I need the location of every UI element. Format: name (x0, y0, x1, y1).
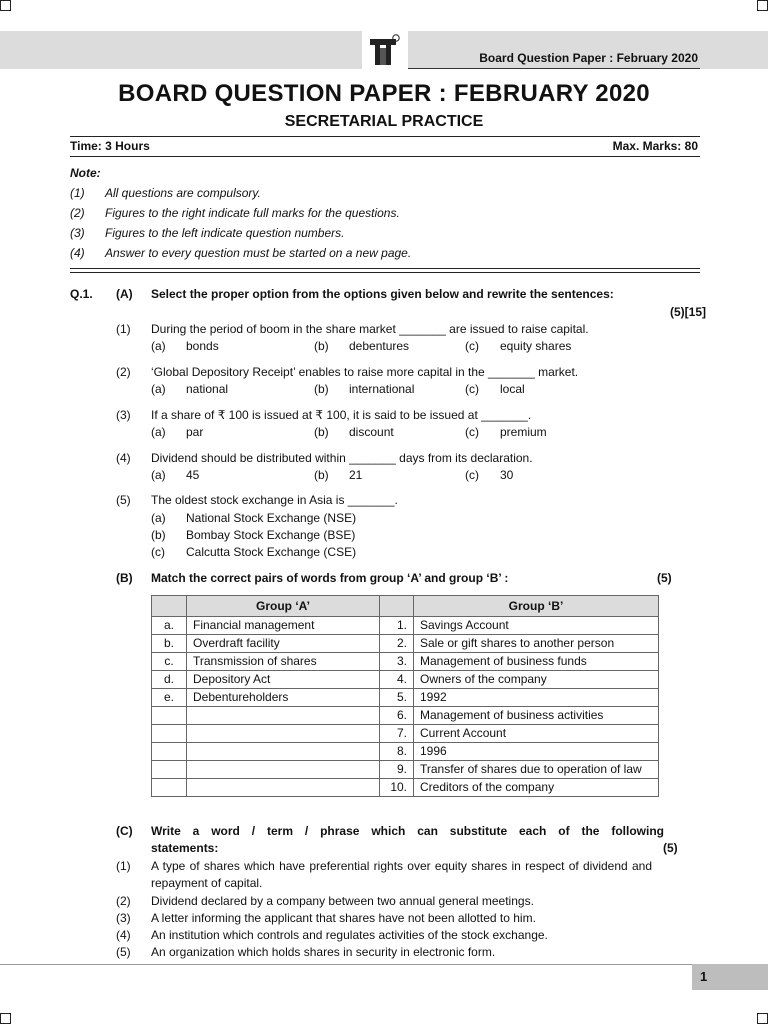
group-b-key: 5. (380, 689, 414, 707)
mcq-option-label: (b) (314, 425, 329, 439)
divider (70, 272, 700, 273)
mcq-option-text: par (186, 425, 204, 439)
group-b-value: Transfer of shares due to operation of law (414, 761, 659, 779)
section-c-item-number: (4) (116, 928, 131, 942)
corner-mark (757, 1013, 768, 1024)
mcq-item-text: The oldest stock exchange in Asia is _______. (151, 493, 398, 507)
mcq-option-label: (b) (314, 468, 329, 482)
mcq-option-label: (a) (151, 425, 166, 439)
group-a-key (152, 707, 187, 725)
group-a-key (152, 743, 187, 761)
section-c-item-number: (2) (116, 894, 131, 908)
mcq-option-label: (b) (314, 382, 329, 396)
divider (70, 156, 700, 157)
match-table (151, 595, 659, 797)
corner-mark (0, 1013, 11, 1024)
group-a-value (187, 725, 380, 743)
group-b-key: 4. (380, 671, 414, 689)
note-number: (1) (70, 186, 85, 200)
mcq-item-text: If a share of ₹ 100 is issued at ₹ 100, it is said to be issued at _______. (151, 408, 532, 422)
table-row (152, 689, 659, 707)
corner-mark (0, 0, 11, 11)
note-number: (4) (70, 246, 85, 260)
table-row (152, 707, 659, 725)
mcq-item-number: (5) (116, 493, 131, 507)
section-a-instruction: Select the proper option from the options given below and rewrite the sentences: (151, 287, 614, 301)
group-b-value: Sale or gift shares to another person (414, 635, 659, 653)
table-row (152, 617, 659, 635)
section-c-item-number: (1) (116, 859, 131, 873)
table-row (152, 725, 659, 743)
mcq-option-text: equity shares (500, 339, 572, 353)
section-b-marks: (5) (657, 571, 672, 585)
mcq-option-text: local (500, 382, 525, 396)
mcq-option-label: (a) (151, 382, 166, 396)
mcq-item-text: During the period of boom in the share market _______ are issued to raise capital. (151, 322, 589, 336)
group-a-key (152, 761, 187, 779)
mcq-item-text: ‘Global Depository Receipt’ enables to raise more capital in the _______ market. (151, 365, 579, 379)
section-c-instruction: Write a word / term / phrase which can substitute each of the following (151, 824, 664, 838)
divider (70, 136, 700, 137)
mcq-item-number: (3) (116, 408, 131, 422)
mcq-option-label: (c) (151, 545, 165, 559)
mcq-option-label: (a) (151, 339, 166, 353)
group-b-key: 10. (380, 779, 414, 797)
group-a-key: b. (152, 635, 187, 653)
section-c-label: (C) (116, 824, 133, 838)
mcq-item-text: Dividend should be distributed within _______ days from its declaration. (151, 451, 533, 465)
match-table-header (152, 596, 659, 617)
mcq-option-text: discount (349, 425, 394, 439)
group-b-value: Current Account (414, 725, 659, 743)
group-b-key: 7. (380, 725, 414, 743)
group-a-value (187, 743, 380, 761)
group-b-value: Creditors of the company (414, 779, 659, 797)
table-row (152, 671, 659, 689)
mcq-option-text: debentures (349, 339, 410, 353)
group-b-value: 1992 (414, 689, 659, 707)
table-row (152, 653, 659, 671)
table-row (152, 779, 659, 797)
section-a-marks: (5)[15] (669, 305, 706, 319)
group-a-value (187, 761, 380, 779)
group-b-value: Management of business activities (414, 707, 659, 725)
group-b-key: 1. (380, 617, 414, 635)
note-text: Answer to every question must be started on a new page. (105, 246, 412, 260)
section-c-item-text: A letter informing the applicant that shares have not been allotted to him. (151, 911, 536, 925)
group-b-key: 6. (380, 707, 414, 725)
note-heading: Note: (70, 166, 101, 180)
mcq-option-label: (a) (151, 511, 166, 525)
page-number: 1 (700, 969, 708, 984)
group-a-value (187, 779, 380, 797)
time-label: Time: 3 Hours (70, 139, 150, 153)
section-c-item-text: An institution which controls and regulates activities of the stock exchange. (151, 928, 548, 942)
group-b-key: 9. (380, 761, 414, 779)
note-number: (2) (70, 206, 85, 220)
section-b-label: (B) (116, 571, 133, 585)
note-number: (3) (70, 226, 85, 240)
group-a-value: Financial management (187, 617, 380, 635)
mcq-option-text: National Stock Exchange (NSE) (186, 511, 357, 525)
mcq-option-text: premium (500, 425, 547, 439)
group-a-value: Depository Act (187, 671, 380, 689)
group-a-header: Group ‘A’ (187, 596, 380, 617)
table-row (152, 635, 659, 653)
group-a-key: a. (152, 617, 187, 635)
mcq-option-label: (c) (465, 468, 479, 482)
group-a-value: Transmission of shares (187, 653, 380, 671)
mcq-option-label: (a) (151, 468, 166, 482)
group-b-key: 8. (380, 743, 414, 761)
group-b-key: 2. (380, 635, 414, 653)
mcq-option-text: Bombay Stock Exchange (BSE) (186, 528, 356, 542)
max-marks-label: Max. Marks: 80 (612, 139, 698, 153)
question-number: Q.1. (70, 287, 93, 301)
group-b-value: Savings Account (414, 617, 659, 635)
mcq-option-text: 30 (500, 468, 514, 482)
mcq-option-text: 45 (186, 468, 200, 482)
section-a-label: (A) (116, 287, 133, 301)
mcq-option-text: international (349, 382, 415, 396)
mcq-option-label: (b) (314, 339, 329, 353)
note-text: Figures to the left indicate question numbers. (105, 226, 345, 240)
table-row (152, 761, 659, 779)
group-a-key: d. (152, 671, 187, 689)
section-c-item-number: (5) (116, 945, 131, 959)
section-c-item-text: A type of shares which have preferential rights over equity shares in respect of dividend and repayment of capital. (151, 859, 652, 890)
running-title: Board Question Paper : February 2020 (479, 51, 698, 65)
divider (70, 268, 700, 269)
mcq-option-text: bonds (186, 339, 219, 353)
section-c-item-number: (3) (116, 911, 131, 925)
section-b-instruction: Match the correct pairs of words from group ‘A’ and group ‘B’ : (151, 571, 509, 585)
group-b-value: Management of business funds (414, 653, 659, 671)
group-a-key: e. (152, 689, 187, 707)
mcq-option-label: (c) (465, 425, 479, 439)
mcq-item-number: (4) (116, 451, 131, 465)
group-a-key: c. (152, 653, 187, 671)
corner-mark (757, 0, 768, 11)
mcq-option-text: Calcutta Stock Exchange (CSE) (186, 545, 357, 559)
note-text: Figures to the right indicate full marks for the questions. (105, 206, 400, 220)
section-c-item-text: An organization which holds shares in security in electronic form. (151, 945, 496, 959)
group-b-value: Owners of the company (414, 671, 659, 689)
section-c-marks: (5) (663, 841, 678, 855)
group-a-value: Overdraft facility (187, 635, 380, 653)
mcq-item-number: (1) (116, 322, 131, 336)
mcq-option-label: (c) (465, 339, 479, 353)
group-a-value: Debentureholders (187, 689, 380, 707)
publisher-logo-icon (366, 33, 402, 67)
group-b-header: Group ‘B’ (414, 596, 659, 617)
mcq-option-text: 21 (349, 468, 363, 482)
mcq-option-label: (c) (465, 382, 479, 396)
mcq-option-label: (b) (151, 528, 166, 542)
group-a-key (152, 725, 187, 743)
group-a-value (187, 707, 380, 725)
group-b-key: 3. (380, 653, 414, 671)
footer-line (0, 964, 692, 965)
group-a-key (152, 779, 187, 797)
note-text: All questions are compulsory. (105, 186, 261, 200)
header-underline (408, 68, 700, 69)
section-c-item-text: Dividend declared by a company between two annual general meetings. (151, 894, 534, 908)
page-subtitle: SECRETARIAL PRACTICE (284, 113, 484, 130)
table-row (152, 743, 659, 761)
section-c-instruction-cont: statements: (151, 841, 219, 855)
mcq-item-number: (2) (116, 365, 131, 379)
page-title: BOARD QUESTION PAPER : FEBRUARY 2020 (118, 80, 650, 107)
mcq-option-text: national (186, 382, 229, 396)
group-b-value: 1996 (414, 743, 659, 761)
